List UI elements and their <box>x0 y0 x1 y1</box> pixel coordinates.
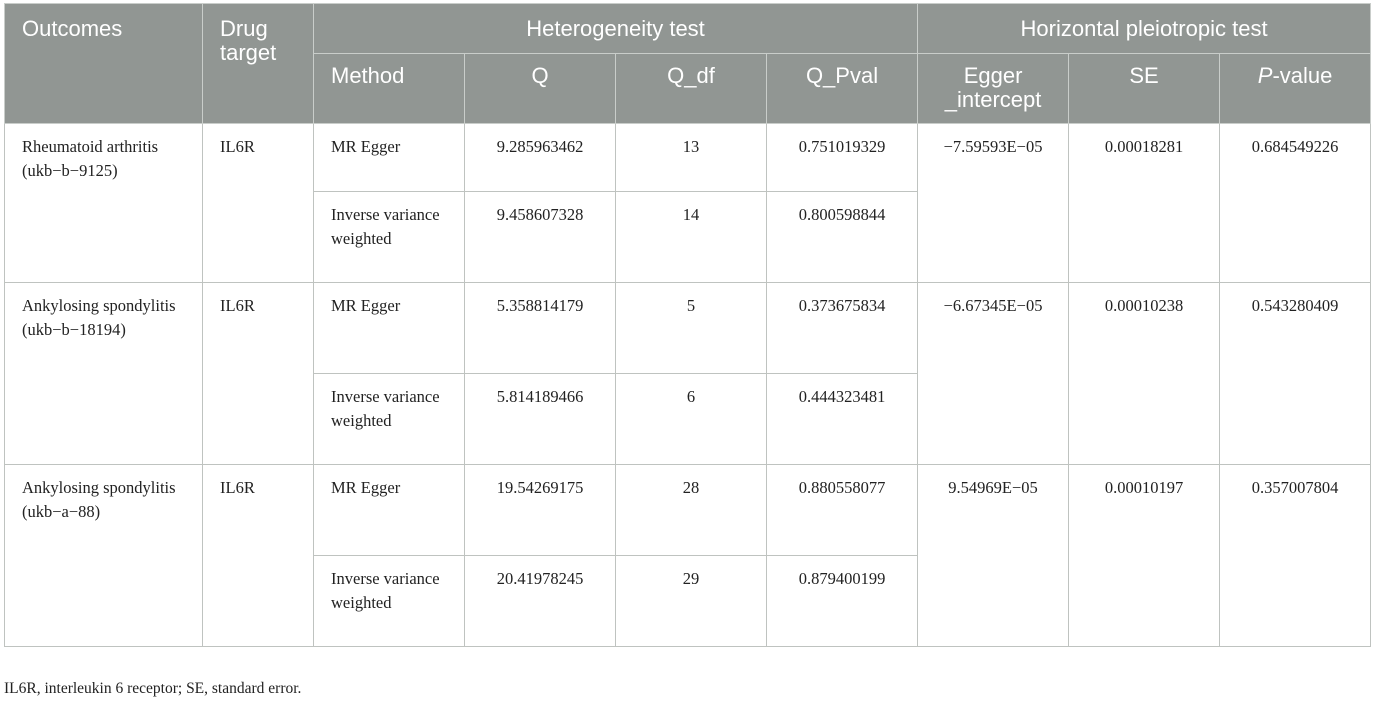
cell-q-pval: 0.800598844 <box>767 192 918 283</box>
cell-se: 0.00018281 <box>1069 124 1220 283</box>
header-heterogeneity-test: Heterogeneity test <box>314 4 918 54</box>
cell-se: 0.00010238 <box>1069 283 1220 465</box>
results-table-wrapper <box>4 3 1370 647</box>
header-p-value <box>1220 54 1371 124</box>
cell-outcome: Rheumatoid arthritis (ukb−b−9125) <box>5 124 203 283</box>
cell-q-pval: 0.751019329 <box>767 124 918 192</box>
cell-q-df: 5 <box>616 283 767 374</box>
cell-method: MR Egger <box>314 465 465 556</box>
table-footnote: IL6R, interleukin 6 receptor; SE, standard error. <box>4 680 302 697</box>
table-row <box>5 283 1371 374</box>
header-p-value-italic: P <box>1257 63 1273 88</box>
cell-q-pval: 0.879400199 <box>767 556 918 647</box>
table-row <box>5 465 1371 556</box>
cell-egger-intercept: −6.67345E−05 <box>918 283 1069 465</box>
cell-method: MR Egger <box>314 124 465 192</box>
cell-drug-target: IL6R <box>203 124 314 283</box>
cell-method: Inverse variance weighted <box>314 556 465 647</box>
cell-outcome: Ankylosing spondylitis (ukb−a−88) <box>5 465 203 647</box>
cell-q-df: 14 <box>616 192 767 283</box>
header-se: SE <box>1069 54 1220 124</box>
header-q-pval: Q_Pval <box>767 54 918 124</box>
cell-se: 0.00010197 <box>1069 465 1220 647</box>
header-horizontal-pleiotropic-test: Horizontal pleiotropic test <box>918 4 1371 54</box>
header-method: Method <box>314 54 465 124</box>
header-q-df: Q_df <box>616 54 767 124</box>
cell-q-df: 28 <box>616 465 767 556</box>
cell-egger-intercept: −7.59593E−05 <box>918 124 1069 283</box>
cell-q: 9.285963462 <box>465 124 616 192</box>
cell-p-value: 0.357007804 <box>1220 465 1371 647</box>
cell-outcome: Ankylosing spondylitis (ukb−b−18194) <box>5 283 203 465</box>
table-row <box>5 124 1371 192</box>
header-q: Q <box>465 54 616 124</box>
cell-q: 9.458607328 <box>465 192 616 283</box>
cell-q: 5.814189466 <box>465 374 616 465</box>
cell-q: 20.41978245 <box>465 556 616 647</box>
cell-q-df: 6 <box>616 374 767 465</box>
results-table <box>4 3 1371 647</box>
header-outcomes: Outcomes <box>5 4 203 124</box>
cell-q-df: 29 <box>616 556 767 647</box>
cell-method: Inverse variance weighted <box>314 192 465 283</box>
cell-p-value: 0.543280409 <box>1220 283 1371 465</box>
cell-q-pval: 0.880558077 <box>767 465 918 556</box>
cell-p-value: 0.684549226 <box>1220 124 1371 283</box>
cell-method: Inverse variance weighted <box>314 374 465 465</box>
header-drug-target: Drug target <box>203 4 314 124</box>
cell-q-df: 13 <box>616 124 767 192</box>
header-p-value-rest: -value <box>1272 63 1333 88</box>
cell-drug-target: IL6R <box>203 283 314 465</box>
cell-method: MR Egger <box>314 283 465 374</box>
cell-egger-intercept: 9.54969E−05 <box>918 465 1069 647</box>
cell-q-pval: 0.444323481 <box>767 374 918 465</box>
header-egger-intercept: Egger _intercept <box>918 54 1069 124</box>
cell-q-pval: 0.373675834 <box>767 283 918 374</box>
cell-q: 5.358814179 <box>465 283 616 374</box>
cell-drug-target: IL6R <box>203 465 314 647</box>
cell-q: 19.54269175 <box>465 465 616 556</box>
